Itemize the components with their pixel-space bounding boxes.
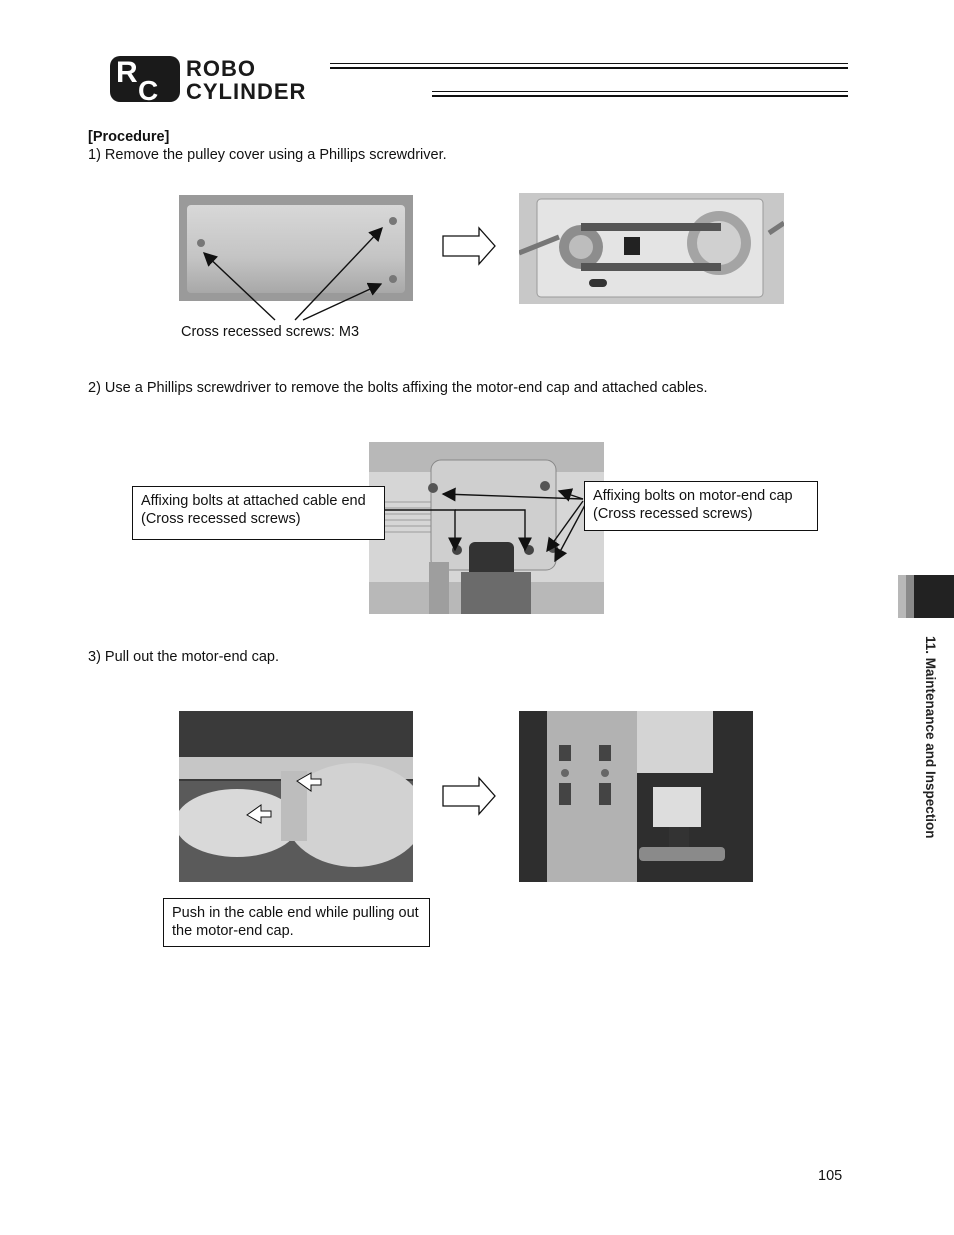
header-rule-bottom [432, 91, 848, 92]
procedure-heading: [Procedure] [88, 129, 170, 145]
step1-text: 1) Remove the pulley cover using a Phillips screwdriver. [88, 147, 447, 163]
robo-cylinder-logo [108, 54, 428, 104]
chapter-tab-grey-1 [898, 575, 906, 618]
pulling-cap-photo [179, 711, 413, 882]
pulley-mechanism-photo [519, 193, 784, 304]
step2-text: 2) Use a Phillips screwdriver to remove the bolts affixing the motor-end cap and attached cables. [88, 380, 708, 396]
screw-pointer-arrows [195, 220, 395, 325]
cap-removed-photo [519, 711, 753, 882]
right-arrow-icon [441, 776, 497, 816]
header-rule-top-thick [330, 67, 848, 69]
page-number: 105 [818, 1168, 843, 1184]
chapter-label [920, 636, 940, 876]
right-arrow-icon [441, 226, 497, 266]
svg-text:C: C [138, 75, 159, 104]
callout-cable-end-bolts: Affixing bolts at attached cable end (Cross recessed screws) [132, 486, 385, 540]
svg-text:R: R [116, 56, 138, 89]
callout-push-cable-end: Push in the cable end while pulling out the motor-end cap. [163, 898, 430, 947]
step3-text: 3) Pull out the motor-end cap. [88, 649, 280, 665]
chapter-tab-grey-2 [906, 575, 914, 618]
bolt-pointer-arrows [385, 475, 595, 575]
header-rule-bottom-thick [432, 95, 848, 97]
chapter-tab [914, 575, 954, 618]
chapter-label-text: 11. Maintenance and Inspection [923, 636, 938, 839]
callout-motor-end-cap-bolts: Affixing bolts on motor-end cap (Cross recessed screws) [584, 481, 818, 531]
svg-text:ROBO: ROBO [186, 56, 256, 81]
step1-caption: Cross recessed screws: M3 [181, 324, 360, 340]
header-rule-top [330, 63, 848, 64]
svg-text:CYLINDER: CYLINDER [186, 79, 307, 104]
